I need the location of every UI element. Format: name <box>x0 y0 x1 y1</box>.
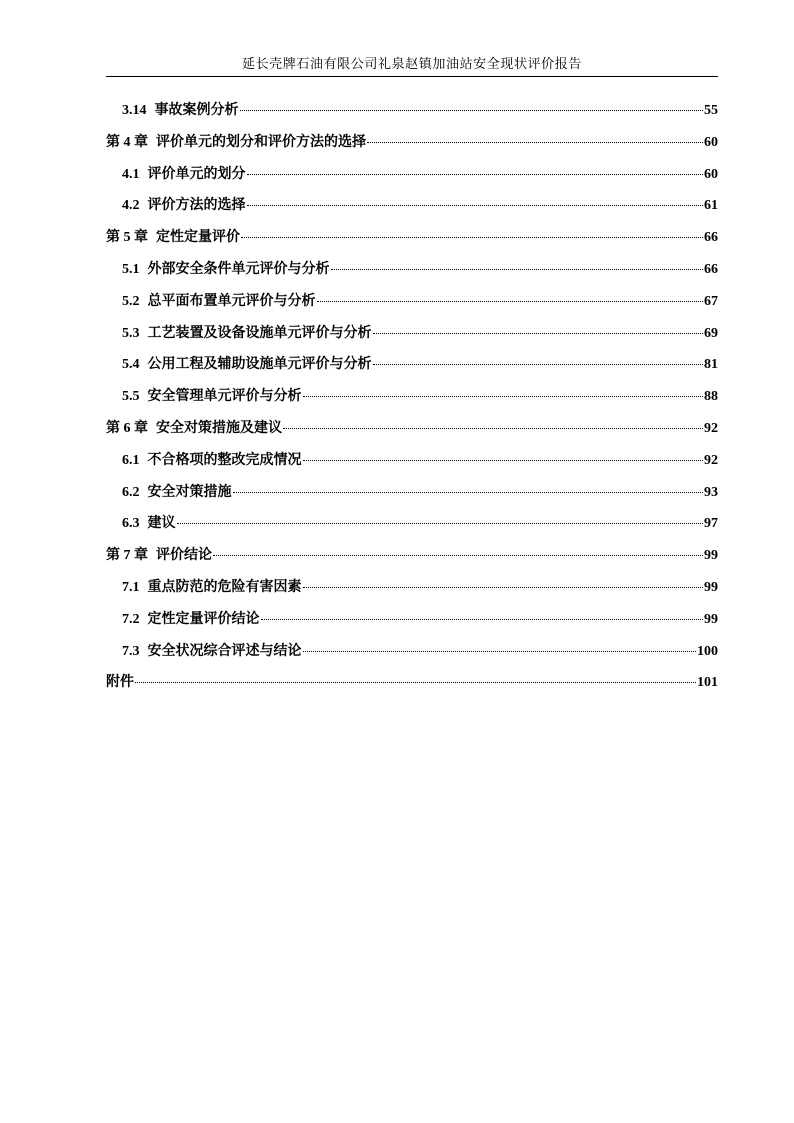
toc-entry-title: 安全状况综合评述与结论 <box>147 642 302 659</box>
toc-entry[interactable] <box>106 575 718 607</box>
toc-entry[interactable] <box>106 511 718 543</box>
toc-entry-page: 67 <box>704 293 718 309</box>
toc-entry-page: 60 <box>704 134 718 150</box>
toc-entry[interactable] <box>106 289 718 321</box>
toc-dot-leader <box>233 492 704 493</box>
toc-entry[interactable] <box>106 384 718 416</box>
toc-entry-title: 公用工程及辅助设施单元评价与分析 <box>147 356 372 373</box>
toc-dot-leader <box>177 523 704 524</box>
toc-entry-number: 4.2 <box>122 198 140 214</box>
toc-entry-page: 92 <box>704 452 718 468</box>
toc-entry-page: 101 <box>697 675 718 691</box>
toc-entry-page: 60 <box>704 166 718 182</box>
toc-dot-leader <box>373 333 704 334</box>
toc-entry-number: 4.1 <box>122 166 140 182</box>
toc-dot-leader <box>240 110 704 111</box>
toc-entry-number: 7.3 <box>122 643 140 659</box>
toc-dot-leader <box>303 651 697 652</box>
toc-dot-leader <box>261 619 704 620</box>
page-header: 延长壳牌石油有限公司礼泉赵镇加油站安全现状评价报告 <box>106 54 718 77</box>
toc-entry[interactable] <box>106 193 718 225</box>
toc-dot-leader <box>303 460 704 461</box>
toc-dot-leader <box>367 142 703 143</box>
toc-entry-title: 重点防范的危险有害因素 <box>147 578 302 595</box>
toc-entry[interactable] <box>106 639 718 671</box>
toc-dot-leader <box>373 364 704 365</box>
toc-entry-title: 附件 <box>106 674 134 691</box>
toc-entry-number: 7.2 <box>122 611 140 627</box>
toc-entry-title: 总平面布置单元评价与分析 <box>147 292 316 309</box>
toc-entry[interactable] <box>106 670 718 702</box>
toc-entry-title: 建议 <box>147 515 176 532</box>
toc-entry-page: 99 <box>704 579 718 595</box>
toc-entry-number: 第 5 章 <box>106 230 148 246</box>
toc-entry-page: 66 <box>704 261 718 277</box>
toc-dot-leader <box>283 428 703 429</box>
toc-entry-number: 第 6 章 <box>106 420 148 436</box>
toc-entry-title: 评价结论 <box>156 547 212 564</box>
toc-entry-number: 7.1 <box>122 579 140 595</box>
toc-entry-page: 92 <box>704 420 718 436</box>
toc-entry-number: 5.2 <box>122 293 140 309</box>
toc-entry-page: 69 <box>704 325 718 341</box>
toc-entry-page: 61 <box>704 198 718 214</box>
toc-entry-page: 93 <box>704 484 718 500</box>
toc-entry-title: 定性定量评价结论 <box>147 610 260 627</box>
toc-entry-title: 不合格项的整改完成情况 <box>147 451 302 468</box>
toc-entry-title: 评价方法的选择 <box>147 197 246 214</box>
toc-entry[interactable] <box>106 416 718 448</box>
toc-entry-page: 99 <box>704 611 718 627</box>
toc-entry-page: 99 <box>704 548 718 564</box>
toc-entry-number: 5.1 <box>122 261 140 277</box>
toc-entry-page: 81 <box>704 357 718 373</box>
toc-entry-page: 100 <box>697 643 718 659</box>
toc-dot-leader <box>213 555 703 556</box>
toc-entry-page: 88 <box>704 389 718 405</box>
toc-entry[interactable] <box>106 225 718 257</box>
toc-entry-title: 事故案例分析 <box>154 102 239 118</box>
toc-entry-page: 97 <box>704 516 718 532</box>
toc-entry-number: 第 4 章 <box>106 134 148 150</box>
toc-entry-title: 评价单元的划分 <box>147 165 246 182</box>
toc-dot-leader <box>303 396 704 397</box>
toc-dot-leader <box>331 269 704 270</box>
toc-entry-number: 5.3 <box>122 325 140 341</box>
toc-entry-number: 5.4 <box>122 357 140 373</box>
toc-entry[interactable] <box>106 98 718 130</box>
toc-entry-title: 工艺装置及设备设施单元评价与分析 <box>147 324 372 341</box>
toc-entry[interactable] <box>106 162 718 194</box>
toc-dot-leader <box>317 301 704 302</box>
toc-dot-leader <box>247 174 704 175</box>
toc-entry[interactable] <box>106 130 718 162</box>
toc-entry[interactable] <box>106 480 718 512</box>
toc-entry-number: 6.1 <box>122 452 140 468</box>
toc-entry-number: 3.14 <box>122 103 147 118</box>
toc-entry-number: 6.2 <box>122 484 140 500</box>
toc-entry[interactable] <box>106 448 718 480</box>
toc-entry-page: 66 <box>704 230 718 246</box>
toc-entry[interactable] <box>106 607 718 639</box>
toc-entry-title: 外部安全条件单元评价与分析 <box>147 260 330 277</box>
toc-dot-leader <box>303 587 704 588</box>
toc-dot-leader <box>135 682 696 683</box>
table-of-contents <box>106 98 718 702</box>
toc-entry-title: 评价单元的划分和评价方法的选择 <box>156 133 366 150</box>
toc-entry[interactable] <box>106 543 718 575</box>
toc-entry-number: 5.5 <box>122 389 140 405</box>
toc-dot-leader <box>241 237 703 238</box>
toc-entry[interactable] <box>106 321 718 353</box>
toc-entry-number: 第 7 章 <box>106 548 148 564</box>
toc-entry[interactable] <box>106 257 718 289</box>
toc-dot-leader <box>247 205 704 206</box>
toc-entry-title: 安全对策措施及建议 <box>156 419 282 436</box>
toc-entry-number: 6.3 <box>122 516 140 532</box>
toc-entry-title: 定性定量评价 <box>156 229 240 246</box>
toc-entry-title: 安全管理单元评价与分析 <box>147 388 302 405</box>
toc-entry-page: 55 <box>704 103 718 118</box>
toc-entry[interactable] <box>106 352 718 384</box>
toc-entry-title: 安全对策措施 <box>147 483 232 500</box>
